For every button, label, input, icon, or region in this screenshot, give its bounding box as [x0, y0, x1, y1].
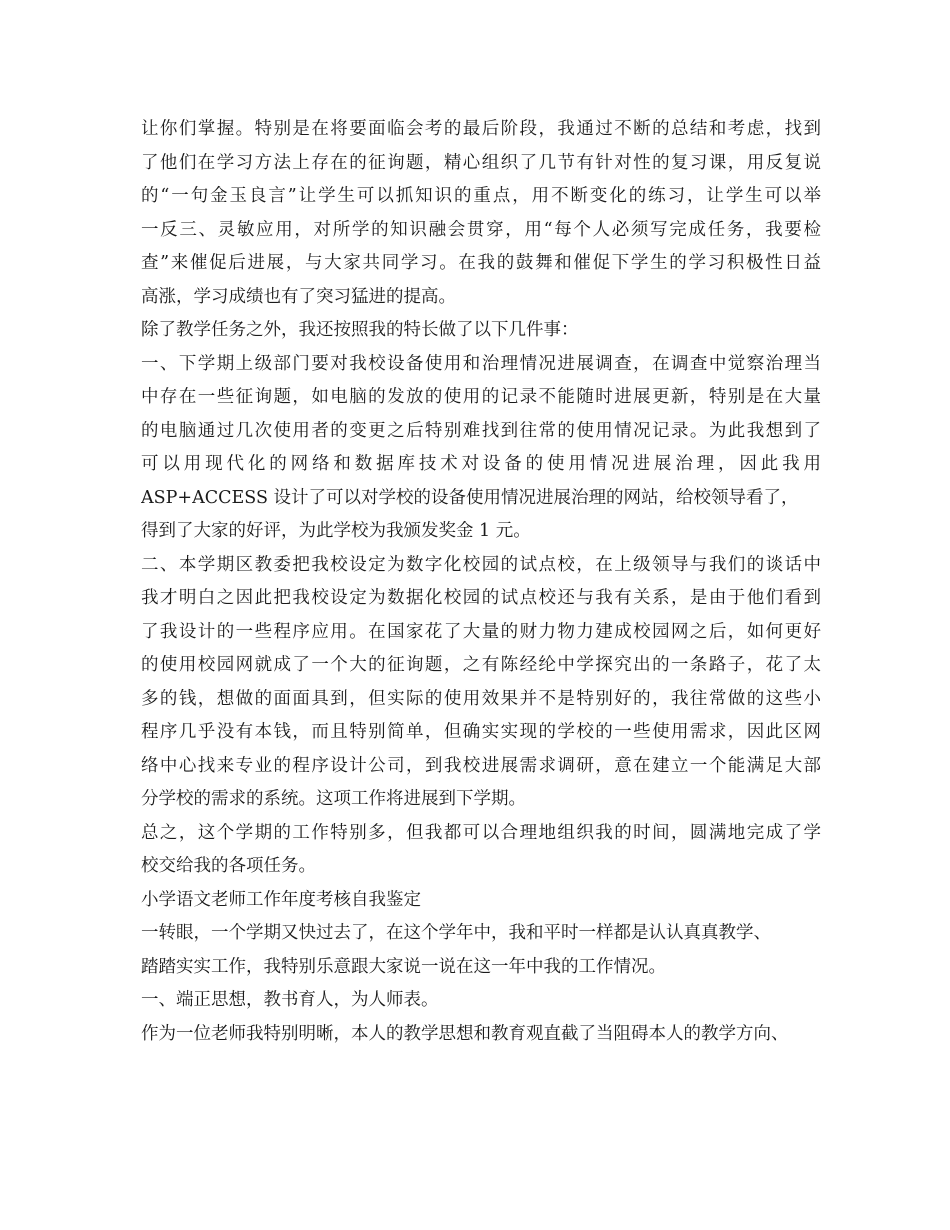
text-line: 一、下学期上级部门要对我校设备使用和治理情况进展调查，在调查中觉察治理当: [141, 353, 821, 374]
text-line: 了他们在学习方法上存在的征询题，精心组织了几节有针对性的复习课，用反复说: [141, 152, 821, 173]
document-body: [141, 113, 821, 1051]
text-line: 二、本学期区教委把我校设定为数字化校园的试点校，在上级领导与我们的谈话中: [141, 554, 821, 575]
text-line: ASP+ACCESS 设计了可以对学校的设备使用情况进展治理的网站，给校领导看了，: [141, 487, 799, 508]
text-line: 的使用校园网就成了一个大的征询题，之有陈经纶中学探究出的一条路子，花了太: [141, 655, 821, 675]
text-line: 一反三、灵敏应用，对所学的知识融会贯穿，用“每个人必须写完成任务，我要检: [141, 219, 821, 240]
text-line: 一、端正思想，教书育人，为人师表。: [141, 990, 439, 1010]
text-line: 查”来催促后进展，与大家共同学习。在我的鼓舞和催促下学生的学习积极性日益: [141, 253, 821, 273]
text-line: 作为一位老师我特别明晰，本人的教学思想和教育观直截了当阻碍本人的教学方向、: [141, 1023, 789, 1044]
text-line: 我才明白之因此把我校设定为数据化校园的试点校还与我有关系，是由于他们看到: [141, 588, 821, 608]
text-line: 高涨，学习成绩也有了突习猛进的提高。: [141, 286, 456, 307]
text-line: 除了教学任务之外，我还按照我的特长做了以下几件事：: [141, 320, 579, 340]
text-line: 分学校的需求的系统。这项工作将进展到下学期。: [141, 789, 526, 809]
text-line: 的电脑通过几次使用者的变更之后特别难找到往常的使用情况记录。为此我想到了: [141, 420, 821, 441]
text-line: 得到了大家的好评，为此学校为我颁发奖金 1 元。: [141, 521, 531, 541]
text-line: 总之，这个学期的工作特别多，但我都可以合理地组织我的时间，圆满地完成了学: [141, 822, 821, 843]
text-line: 让你们掌握。特别是在将要面临会考的最后阶段，我通过不断的总结和考虑，找到: [141, 119, 821, 139]
text-line: 可以用现代化的网络和数据库技术对设备的使用情况进展治理，因此我用: [141, 454, 821, 474]
text-line: 中存在一些征询题，如电脑的发放的使用的记录不能随时进展更新，特别是在大量: [141, 387, 821, 407]
text-line: 络中心找来专业的程序设计公司，到我校进展需求调研，意在建立一个能满足大部: [141, 755, 821, 776]
text-line: 了我设计的一些程序应用。在国家花了大量的财力物力建成校园网之后，如何更好: [141, 621, 821, 642]
text-line: 小学语文老师工作年度考核自我鉴定: [141, 889, 421, 910]
text-line: 校交给我的各项任务。: [141, 856, 316, 876]
text-line: 多的钱，想做的面面具到，但实际的使用效果并不是特别好的，我往常做的这些小: [141, 688, 821, 709]
text-line: 的“一句金玉良言”让学生可以抓知识的重点，用不断变化的练习，让学生可以举: [141, 186, 821, 206]
text-line: 踏踏实实工作，我特别乐意跟大家说一说在这一年中我的工作情况。: [141, 956, 666, 977]
text-line: 程序几乎没有本钱，而且特别简单，但确实实现的学校的一些使用需求，因此区网: [141, 722, 821, 742]
text-line: 一转眼，一个学期又快过去了，在这个学年中，我和平时一样都是认认真真教学、: [141, 923, 771, 943]
